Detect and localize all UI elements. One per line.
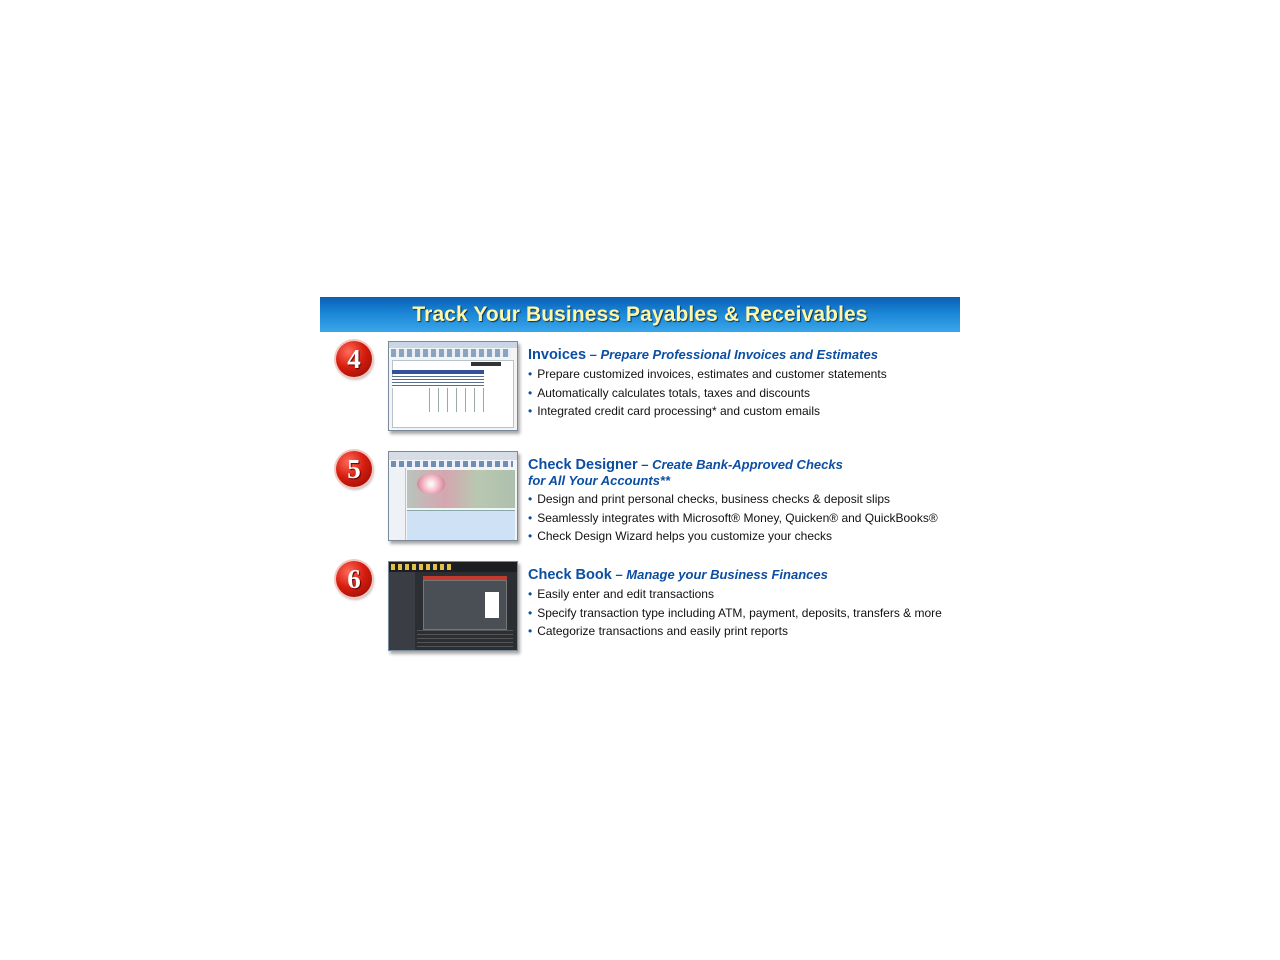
- feature-text: [528, 347, 958, 421]
- feature-name: Check Book: [528, 567, 612, 583]
- list-item: • Check Design Wizard helps you customize your checks: [528, 529, 832, 543]
- invoice-screenshot: [388, 341, 518, 431]
- feature-text: [528, 567, 958, 641]
- feature-heading: [528, 347, 958, 363]
- feature-heading: [528, 567, 958, 583]
- list-item: • Automatically calculates totals, taxes and discounts: [528, 385, 811, 400]
- bullet-list: [528, 365, 958, 421]
- feature-name: Check Designer: [528, 457, 638, 473]
- list-item: • Prepare customized invoices, estimates and customer statements: [528, 367, 887, 381]
- bullet-list: [528, 490, 958, 546]
- list-item: • Specify transaction type including ATM, payment, deposits, transfers & more: [528, 605, 942, 620]
- banner-title: Track Your Business Payables & Receivables: [412, 302, 868, 326]
- bullet-icon: •: [528, 624, 533, 638]
- list-item: • Categorize transactions and easily print reports: [528, 624, 788, 638]
- feature-name: Invoices: [528, 347, 587, 363]
- number-badge: 5: [336, 451, 372, 487]
- bullet-icon: •: [528, 404, 533, 418]
- banner: [320, 297, 960, 332]
- feature-invoices: [320, 341, 960, 437]
- bullet-icon: •: [528, 605, 533, 620]
- feature-text: [528, 457, 958, 546]
- bullet-icon: •: [528, 587, 533, 601]
- number-badge: 6: [336, 561, 372, 597]
- feature-subtitle: – Manage your Business Finances: [615, 567, 828, 582]
- bullet-list: [528, 585, 958, 641]
- bullet-icon: •: [528, 385, 533, 400]
- feature-subtitle-line2: for All Your Accounts**: [528, 473, 671, 488]
- bullet-icon: •: [528, 367, 533, 381]
- bullet-icon: •: [528, 529, 533, 543]
- check-designer-screenshot: [388, 451, 518, 541]
- list-item: • Design and print personal checks, business checks & deposit slips: [528, 492, 891, 506]
- number-badge: 4: [336, 341, 372, 377]
- check-book-screenshot: [388, 561, 518, 651]
- feature-subtitle: – Create Bank-Approved Checks: [641, 457, 843, 472]
- feature-check-book: [320, 561, 960, 657]
- bullet-icon: •: [528, 510, 533, 525]
- feature-panel: [320, 297, 960, 667]
- feature-subtitle: – Prepare Professional Invoices and Estimates: [589, 347, 878, 362]
- list-item: • Easily enter and edit transactions: [528, 587, 714, 601]
- feature-heading: [528, 457, 958, 488]
- feature-check-designer: [320, 451, 960, 547]
- list-item: • Seamlessly integrates with Microsoft® Money, Quicken® and QuickBooks®: [528, 510, 938, 525]
- bullet-icon: •: [528, 492, 533, 506]
- list-item: • Integrated credit card processing* and custom emails: [528, 404, 821, 418]
